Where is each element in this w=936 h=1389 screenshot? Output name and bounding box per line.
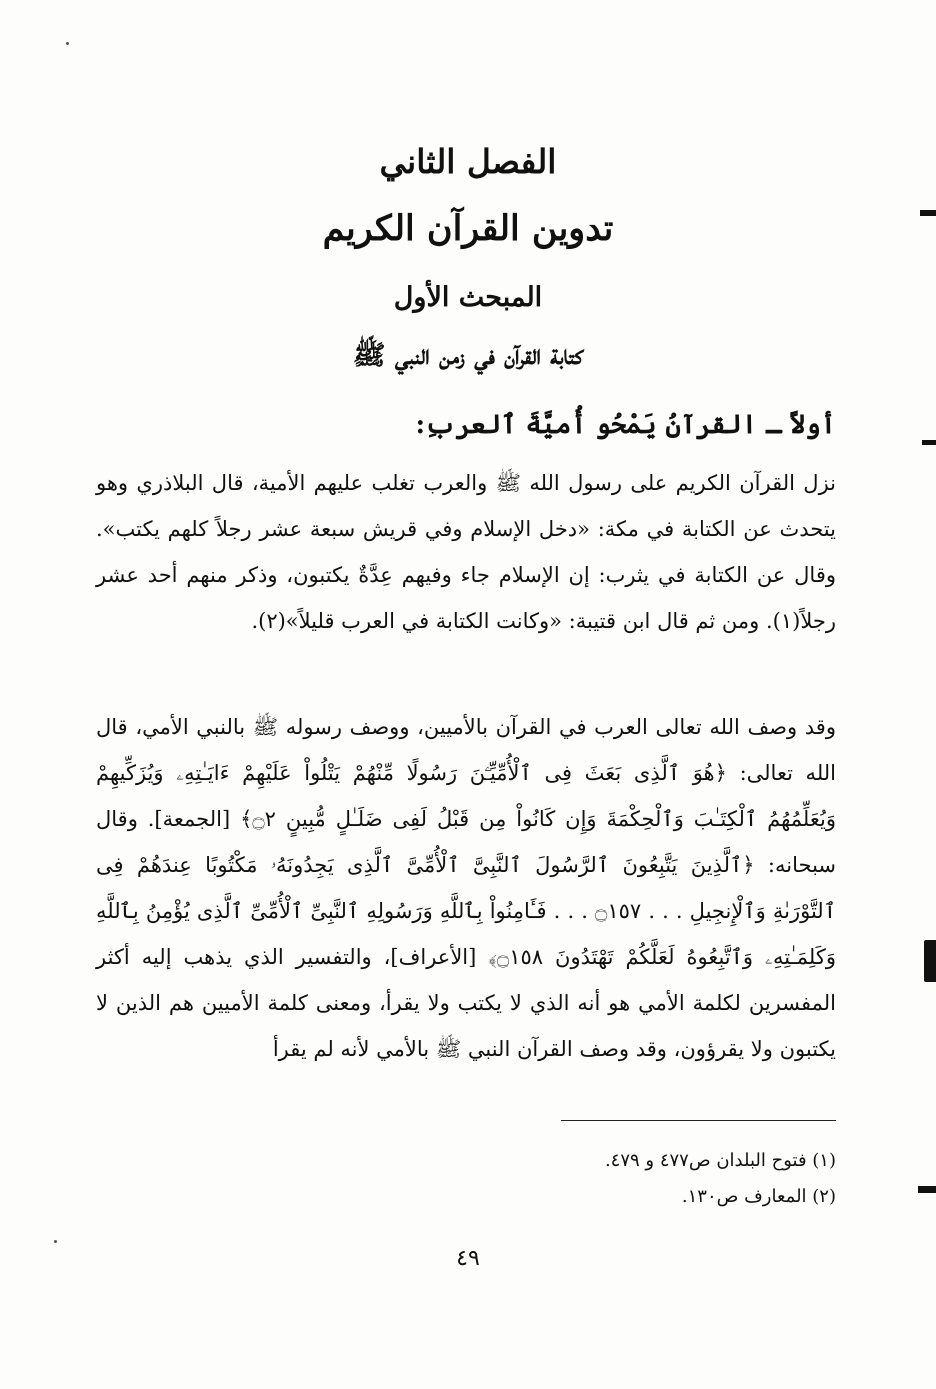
scan-speck: [54, 1240, 57, 1243]
body-paragraph-2: وقد وصف الله تعالى العرب في القرآن بالأميين، ووصف رسوله ﷺ بالنبي الأمي، قال الله تعالى: ﴿هُوَ ٱلَّذِى بَعَثَ فِى ٱلْأُمِّيِّـۧنَ رَسُولًا مِّنْهُمْ يَتْلُواْ عَلَيْهِمْ ءَايَـٰتِهِۦ وَيُزَكِّيهِمْ وَيُعَلِّمُهُمُ ٱلْكِتَـٰبَ وَٱلْحِكْمَةَ وَإِن كَانُواْ مِن قَبْلُ لَفِى ضَلَـٰلٍ مُّبِينٍ ۝٢﴾ [الجمعة]. وقال سبحانه: ﴿ٱلَّذِينَ يَتَّبِعُونَ ٱلرَّسُولَ ٱلنَّبِىَّ ٱلْأُمِّىَّ ٱلَّذِى يَجِدُونَهُۥ مَكْتُوبًا عِندَهُمْ فِى ٱلتَّوْرَىٰةِ وَٱلْإِنجِيلِ . . . ۝١٥٧ . . . فَـَٔامِنُواْ بِٱللَّهِ وَرَسُولِهِ ٱلنَّبِىِّ ٱلْأُمِّىِّ ٱلَّذِى يُؤْمِنُ بِٱللَّهِ وَكَلِمَـٰتِهِۦ وَٱتَّبِعُوهُ لَعَلَّكُمْ تَهْتَدُونَ ۝١٥٨﴾ [الأعراف]، والتفسير الذي يذهب إليه أكثر المفسرين لكلمة الأمي هو أنه الذي لا يكتب ولا يقرأ، ومعنى كلمة الأميين هم الذين لا يكتبون ولا يقرؤون، وقد وصف القرآن النبي ﷺ بالأمي لأنه لم يقرأ: [96, 715, 836, 1061]
scan-speck: [66, 42, 69, 45]
book-title: تدوين القرآن الكريم: [322, 208, 614, 249]
edge-scan-mark: [920, 210, 936, 216]
footnote-1: (١) فتوح البلدان ص٤٧٧ و ٤٧٩.: [604, 1150, 836, 1171]
edge-scan-mark: [918, 1186, 936, 1193]
edge-scan-mark: [924, 940, 936, 982]
body-paragraph-1: نزل القرآن الكريم على رسول الله ﷺ والعرب تغلب عليهم الأمية، قال البلاذري وهو يتحدث عن الكتابة في مكة: «دخل الإسلام وفي قريش سبعة عشر رجلاً كلهم يكتب». وقال عن الكتابة في يثرب: إن الإسلام جاء وفيهم عِدَّةٌ يكتبون، وذكر منهم أحد عشر رجلاً(١). ومن ثم قال ابن قتيبة: «وكانت الكتابة في العرب قليلاً»(٢).: [96, 471, 836, 633]
footnote-separator: [561, 1120, 836, 1121]
page-number: ٤٩: [456, 1246, 480, 1271]
edge-scan-mark: [922, 440, 936, 445]
chapter-title: الفصل الثاني: [379, 142, 557, 181]
section-title: المبحث الأول: [393, 282, 543, 313]
section-subtitle: كتابة القرآن في زمن النبي ﷺ: [352, 340, 584, 371]
subsection-heading: أولاً ـ القرآنُ يَمْحُو أُميَّةَ ٱلعربِ:: [415, 410, 836, 440]
footnote-2: (٢) المعارف ص١٣٠.: [681, 1186, 836, 1207]
